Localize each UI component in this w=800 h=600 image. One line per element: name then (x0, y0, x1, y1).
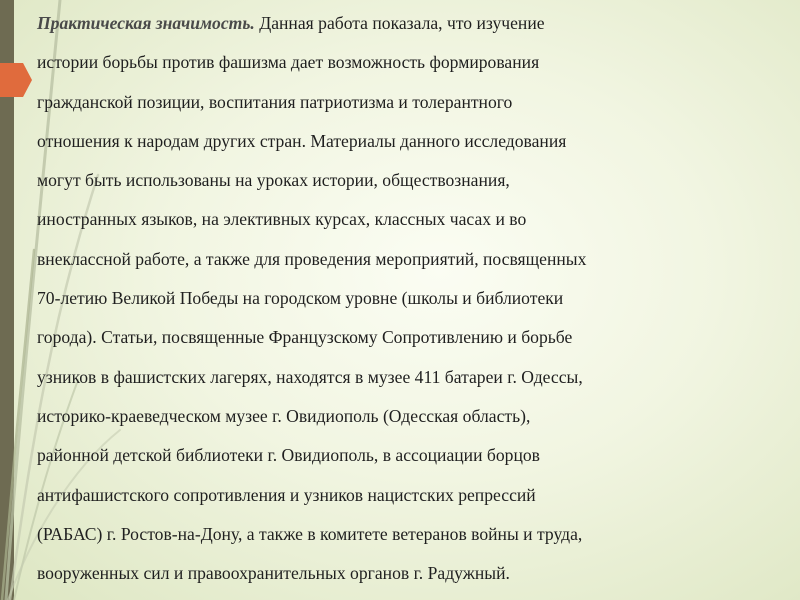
text-line: Данная работа показала, что изучение (259, 13, 545, 33)
text-line: узников в фашистских лагерях, находятся в музее 411 батареи г. Одессы, (37, 366, 583, 387)
accent-arrow-shape (0, 63, 32, 97)
text-line: отношения к народам других стран. Материалы данного исследования (37, 130, 567, 151)
text-line: внеклассной работе, а также для проведения мероприятий, посвященных (37, 248, 587, 269)
text-line: могут быть использованы на уроках истории, обществознания, (37, 170, 510, 191)
text-line: гражданской позиции, воспитания патриотизма и толерантного (37, 91, 513, 112)
text-line: (РАБАС) г. Ростов-на-Дону, а также в комитете ветеранов войны и труда, (37, 523, 583, 544)
body-paragraph (37, 4, 761, 593)
text-line: города). Статьи, посвященные Французскому Сопротивлению и борьбе (37, 327, 573, 348)
text-line: иностранных языков, на элективных курсах, классных часах и во (37, 209, 527, 230)
text-line: антифашистского сопротивления и узников нацистских репрессий (37, 484, 536, 505)
text-line: историко-краеведческом музее г. Овидиополь (Одесская область), (37, 405, 531, 426)
text-line: районной детской библиотеки г. Овидиополь, в ассоциации борцов (37, 445, 540, 466)
text-line: истории борьбы против фашизма дает возможность формирования (37, 52, 540, 73)
text-line: вооруженных сил и правоохранительных органов г. Радужный. (37, 563, 510, 584)
text-line: 70-летию Великой Победы на городском уровне (школы и библиотеки (37, 288, 564, 309)
lead-label: Практическая значимость. (37, 13, 255, 33)
